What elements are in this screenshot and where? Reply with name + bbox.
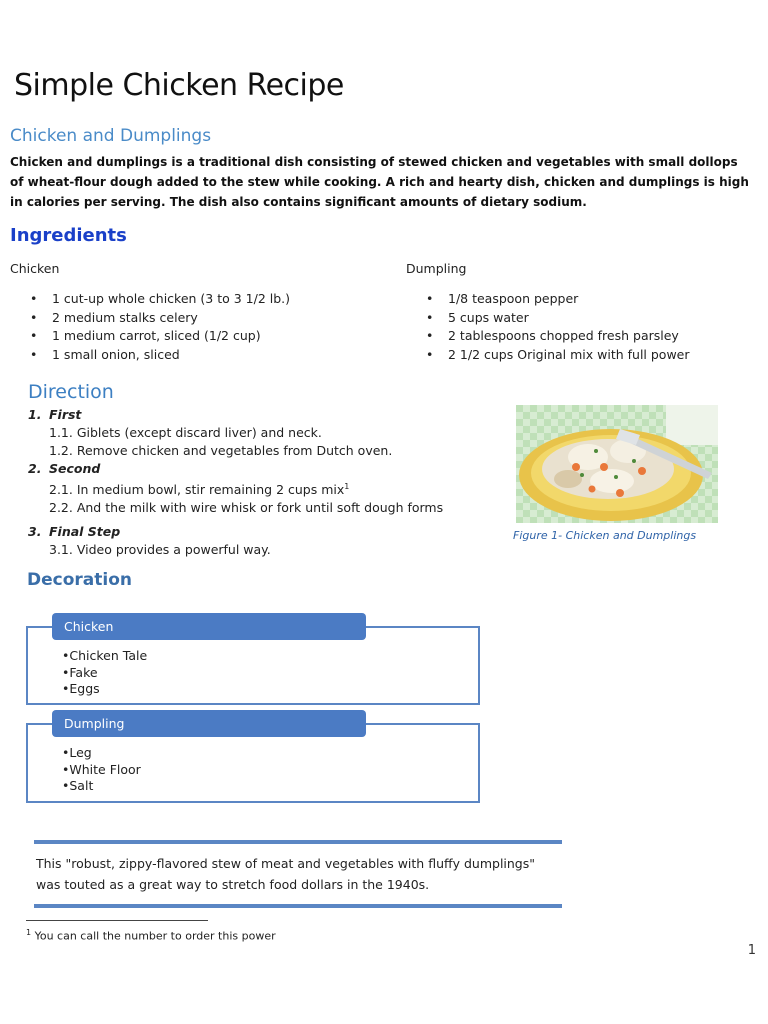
chicken-ingredient-list (28, 290, 290, 364)
list-item: •Leg (62, 745, 92, 760)
direction-steps (28, 406, 498, 559)
dumpling-column-label: Dumpling (406, 261, 467, 276)
figure-caption: Figure 1- Chicken and Dumplings (513, 529, 697, 542)
list-item: • 1 cut-up whole chicken (3 to 3 1/2 lb.) (30, 291, 291, 306)
list-item: • 1 medium carrot, sliced (1/2 cup) (30, 328, 261, 343)
list-item: • 1/8 teaspoon pepper (426, 291, 579, 306)
quote-top-rule (34, 840, 562, 844)
direction-heading: Direction (28, 381, 114, 403)
decoration-group (26, 619, 480, 705)
list-item: • 1 small onion, sliced (30, 346, 180, 362)
footnote: $^1$ You can call the number to order this power (26, 928, 276, 943)
pull-quote: This "robust, zippy-flavored stew of meat and vegetables with fluffy dumplings" was touted as a great way to stretch food dollars in the 1940s. (36, 856, 536, 892)
footnote-reference[interactable]: 1 (344, 482, 350, 491)
footnote-mark: 1 (26, 928, 32, 937)
list-item: • 2 tablespoons chopped fresh parsley (426, 328, 679, 343)
list-item: •Fake (62, 664, 98, 680)
intro-paragraph: Chicken and dumplings is a traditional dish consisting of stewed chicken and vegetables with small dollops of wheat-flour dough added to the stew while cooking. A rich and hearty dish, chicken and dumplings is high in calories per serving. The dish also contains significant amounts of dietary sodium. (10, 155, 749, 209)
substep: 1.1. Giblets (except discard liver) and neck. (49, 425, 322, 440)
substep: 2.1. In medium bowl, stir remaining 2 cups mix$^1$ (49, 482, 350, 498)
ingredients-heading: Ingredients (10, 225, 127, 246)
list-item: • 2 1/2 cups Original mix with full power (426, 346, 690, 362)
substep: 2.2. And the milk with wire whisk or fork until soft dough forms (49, 500, 444, 516)
decoration-group-title: Dumpling (52, 710, 366, 737)
substep: 1.2. Remove chicken and vegetables from Dutch oven. (49, 443, 393, 458)
list-item: •White Floor (62, 761, 141, 777)
footnote-separator (26, 920, 208, 921)
document-title: Simple Chicken Recipe (14, 68, 344, 103)
step-heading: 1. First (28, 407, 82, 422)
chicken-column-label: Chicken (10, 261, 60, 276)
list-item: •Chicken Tale (62, 648, 148, 663)
recipe-subtitle: Chicken and Dumplings (10, 126, 212, 146)
decoration-heading: Decoration (27, 570, 132, 590)
chicken-dumplings-photo (516, 405, 718, 523)
dumpling-ingredient-list (424, 290, 690, 364)
decoration-item-list (62, 745, 141, 795)
list-item: • 2 medium stalks celery (30, 309, 198, 325)
list-item: •Salt (62, 778, 94, 793)
decoration-group-title: Chicken (52, 613, 366, 640)
quote-bottom-rule (34, 904, 562, 908)
substep: 3.1. Video provides a powerful way. (49, 542, 271, 558)
step-heading: 2. Second (28, 461, 101, 476)
step-heading: 3. Final Step (28, 524, 121, 540)
decoration-group (26, 716, 480, 803)
list-item: •Eggs (62, 681, 100, 696)
decoration-item-list (62, 648, 147, 698)
list-item: • 5 cups water (426, 309, 529, 325)
page-number: 1 (747, 943, 756, 958)
